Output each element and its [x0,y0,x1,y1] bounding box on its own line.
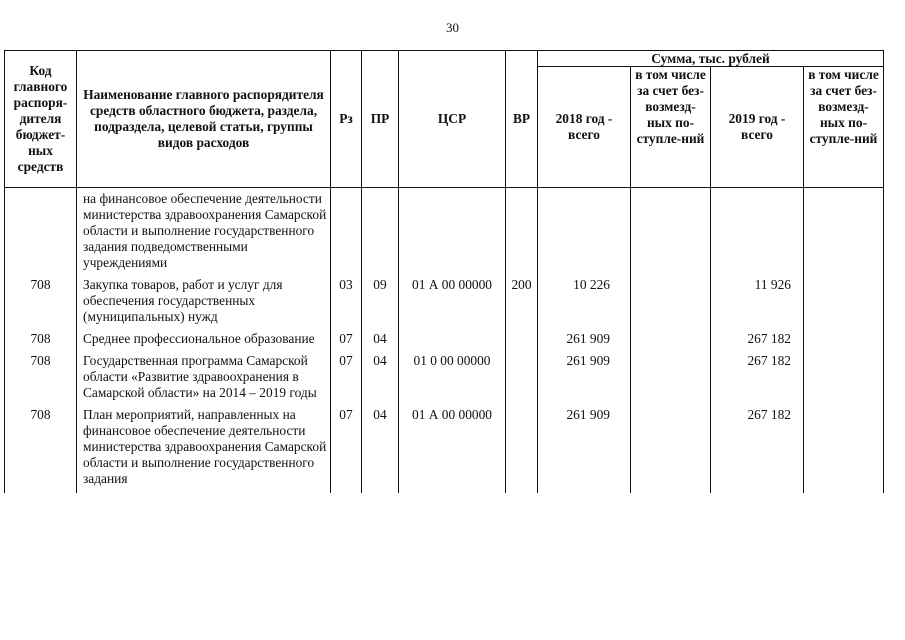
cell-name: Закупка товаров, работ и услуг для обеспечения государственных (муниципальных) нужд [77,277,331,331]
cell-name: Государственная программа Самарской области «Развитие здравоохранения в Самарской области» на 2014 – 2019 годы [77,353,331,407]
cell-2019-total: 267 182 [711,353,804,407]
cell-2019-free [804,407,884,493]
cell-name: на финансовое обеспечение деятельности министерства здравоохранения Самарской области и выполнение государственного задания подведомственными учреждениями [77,188,331,278]
cell-code: 708 [5,277,77,331]
cell-rz [331,188,362,278]
header-2019-free: в том числе за счет без-возмезд-ных по-ступле-ний [804,67,884,188]
cell-vr [506,353,538,407]
cell-csr: 01 А 00 00000 [399,407,506,493]
page-number: 30 [446,20,459,35]
header-vr: ВР [506,51,538,188]
cell-2019-free [804,188,884,278]
cell-2018-free [631,188,711,278]
cell-rz: 07 [331,353,362,407]
cell-pr: 04 [362,407,399,493]
header-pr: ПР [362,51,399,188]
cell-2019-total: 267 182 [711,331,804,353]
cell-2018-free [631,331,711,353]
cell-2018-total: 261 909 [538,331,631,353]
budget-table [4,50,884,493]
cell-rz: 07 [331,407,362,493]
table-row [5,407,884,493]
cell-rz: 03 [331,277,362,331]
cell-csr: 01 А 00 00000 [399,277,506,331]
cell-2018-total [538,188,631,278]
header-2018-total: 2018 год - всего [538,67,631,188]
cell-pr [362,188,399,278]
cell-vr [506,407,538,493]
header-csr: ЦСР [399,51,506,188]
table-header [5,51,884,188]
cell-code: 708 [5,353,77,407]
cell-2019-free [804,331,884,353]
cell-code: 708 [5,407,77,493]
cell-2018-total: 261 909 [538,353,631,407]
cell-2018-total: 10 226 [538,277,631,331]
table-row [5,331,884,353]
table-row [5,188,884,278]
table-body [5,188,884,494]
cell-vr [506,188,538,278]
header-2018-free: в том числе за счет без-возмезд-ных по-ступле-ний [631,67,711,188]
cell-2019-free [804,277,884,331]
header-sum: Сумма, тыс. рублей [538,51,884,67]
cell-2018-total: 261 909 [538,407,631,493]
cell-csr [399,331,506,353]
header-name: Наименование главного распорядителя средств областного бюджета, раздела, подраздела, целевой статьи, группы видов расходов [77,51,331,188]
cell-csr [399,188,506,278]
cell-2018-free [631,353,711,407]
cell-2019-free [804,353,884,407]
cell-pr: 04 [362,331,399,353]
table-row [5,353,884,407]
cell-rz: 07 [331,331,362,353]
cell-2018-free [631,407,711,493]
cell-pr: 09 [362,277,399,331]
table-row [5,277,884,331]
cell-code: 708 [5,331,77,353]
cell-2019-total: 267 182 [711,407,804,493]
cell-name: Среднее профессиональное образование [77,331,331,353]
cell-csr: 01 0 00 00000 [399,353,506,407]
cell-2019-total: 11 926 [711,277,804,331]
cell-pr: 04 [362,353,399,407]
cell-vr: 200 [506,277,538,331]
header-code: Код главного распоря-дителя бюджет-ных средств [5,51,77,188]
header-rz: Рз [331,51,362,188]
header-2019-total: 2019 год - всего [711,67,804,188]
cell-2019-total [711,188,804,278]
cell-2018-free [631,277,711,331]
cell-code [5,188,77,278]
cell-name: План мероприятий, направленных на финансовое обеспечение деятельности министерства здравоохранения Самарской области и выполнение государственного задания [77,407,331,493]
cell-vr [506,331,538,353]
